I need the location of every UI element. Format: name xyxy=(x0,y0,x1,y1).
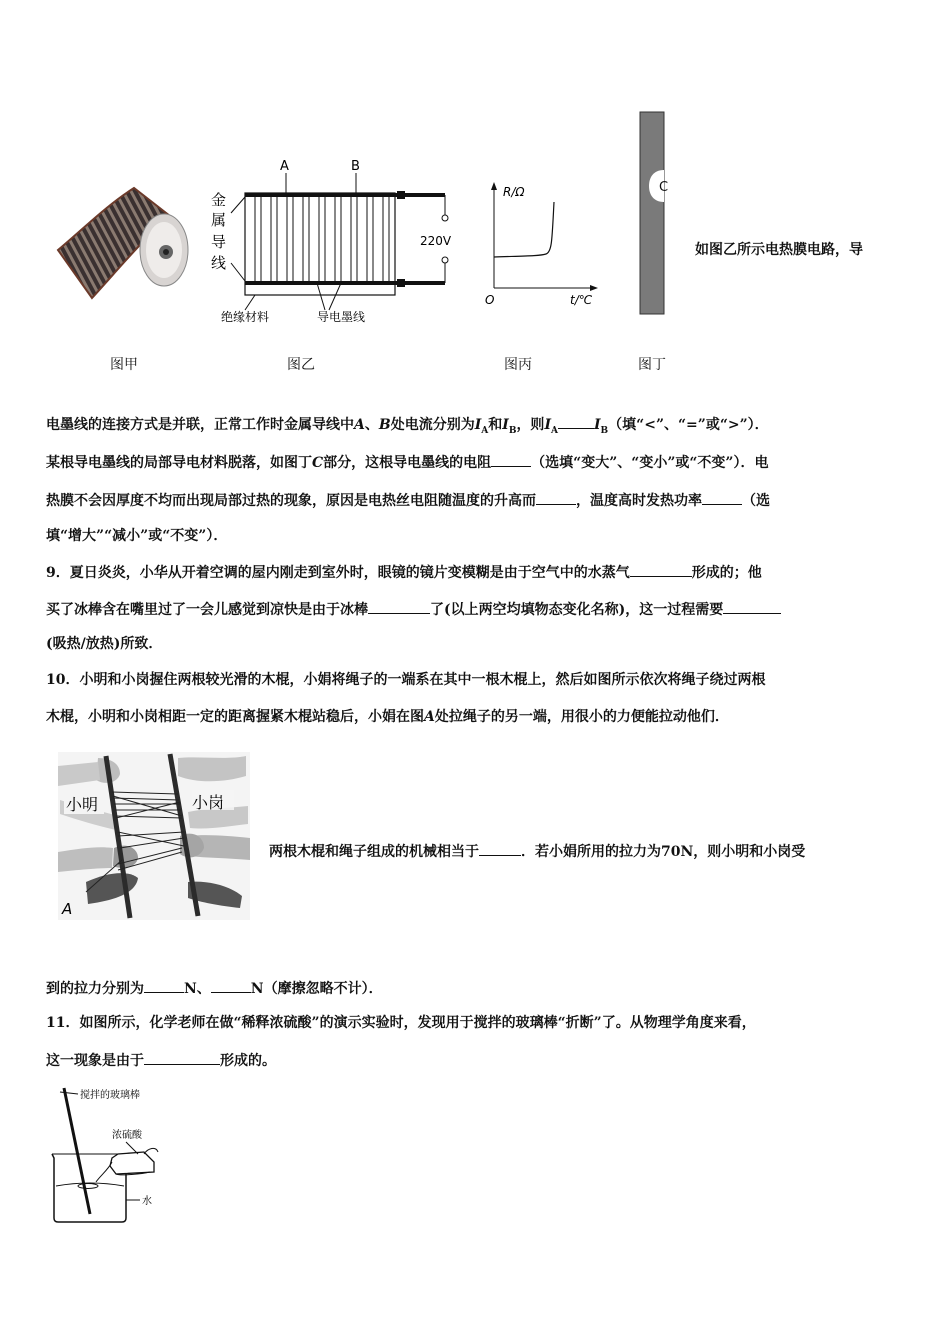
origin-label: O xyxy=(485,293,495,307)
xiaoming-label: 小明 xyxy=(66,795,99,814)
caption-bing: 图丙 xyxy=(504,357,532,373)
q8-blank-1[interactable] xyxy=(558,413,594,429)
ink-line-label: 导电墨线 xyxy=(317,310,366,324)
label-b: B xyxy=(351,159,360,174)
x-axis-label: t/℃ xyxy=(570,293,593,307)
glass-rod-label: 搅拌的玻璃棒 xyxy=(80,1090,140,1101)
q9-line-2: 买了冰棒含在嘴里过了一会儿感觉到凉快是由于冰棒 了(以上两空均填物态变化名称)，这一过程需要 xyxy=(46,598,781,620)
caption-jia: 图甲 xyxy=(110,357,138,373)
figure-bing-graph xyxy=(482,180,607,310)
q10-line-4: 到的拉力分别为 N、 N（摩擦忽略不计）． xyxy=(46,977,383,999)
q11-line-2: 这一现象是由于 形成的。 xyxy=(46,1049,276,1071)
figure-ding-strip xyxy=(635,108,675,318)
q8-line-5: 填“增大”“减小”或“不变”）． xyxy=(46,528,228,544)
q8-line-1: 如图乙所示电热膜电路，导 xyxy=(695,242,863,258)
q10-line-1: 10．小明和小岗握住两根较光滑的木棍，小娟将绳子的一端系在其中一根木棍上，然后如图所示依次将绳子绕过两根 xyxy=(46,672,766,688)
q9-blank-1[interactable] xyxy=(630,561,692,577)
metal-wire-label-3: 导 xyxy=(211,233,227,251)
q11-line-1: 11．如图所示，化学老师在做“稀释浓硫酸”的演示实验时，发现用于搅拌的玻璃棒“折断”了。从物理学角度来看， xyxy=(46,1015,756,1031)
figure-q11-beaker xyxy=(46,1082,221,1227)
point-a-label: A xyxy=(62,900,73,918)
q8-line-2: 电墨线的连接方式是并联，正常工作时金属导线中A、B处电流分别为$I_A$和$I_B$，则$I_A$ $I_B$（填“<”、“=”或“>”）． xyxy=(46,413,769,441)
metal-wire-label-1: 金 xyxy=(211,191,227,209)
q8-blank-2[interactable] xyxy=(491,451,531,467)
q9-blank-3[interactable] xyxy=(723,598,781,614)
q9-line-3: (吸热/放热)所致． xyxy=(46,636,163,652)
q9-blank-2[interactable] xyxy=(368,598,430,614)
q8-blank-4[interactable] xyxy=(702,489,742,505)
q8-blank-3[interactable] xyxy=(536,489,576,505)
insulation-label: 绝缘材料 xyxy=(221,310,270,324)
q10-line-2: 木棍，小明和小岗相距一定的距离握紧木棍站稳后，小娟在图A处拉绳子的另一端，用很小的力便能拉动他们． xyxy=(46,709,729,725)
metal-wire-label-2: 属 xyxy=(211,211,227,229)
figure-q10-sticks xyxy=(58,752,250,920)
caption-ding: 图丁 xyxy=(638,357,666,373)
q9-line-1: 9．夏日炎炎，小华从开着空调的屋内刚走到室外时，眼镜的镜片变模糊是由于空气中的水蒸气 形成的；他 xyxy=(46,561,762,583)
xiaogang-label: 小岗 xyxy=(192,793,225,812)
q10-blank-1[interactable] xyxy=(479,840,521,856)
caption-yi: 图乙 xyxy=(287,357,315,373)
q10-blank-2[interactable] xyxy=(144,977,184,993)
water-label: 水 xyxy=(142,1196,152,1207)
q10-blank-3[interactable] xyxy=(211,977,251,993)
acid-label: 浓硫酸 xyxy=(112,1130,142,1141)
q10-line-3: 两根木棍和绳子组成的机械相当于 ．若小娟所用的拉力为70N，则小明和小岗受 xyxy=(269,840,805,862)
voltage-label: 220V xyxy=(420,234,452,248)
q11-blank-1[interactable] xyxy=(144,1049,220,1065)
y-axis-label: R/Ω xyxy=(503,185,525,199)
figure-jia-heating-film xyxy=(52,180,192,305)
part-c-label: C xyxy=(659,180,669,195)
figure-yi-circuit xyxy=(205,155,475,335)
q8-line-4: 热膜不会因厚度不均而出现局部过热的现象，原因是电热丝电阻随温度的升高而 ，温度高时发热功率 （选 xyxy=(46,489,770,511)
label-a: A xyxy=(280,159,289,174)
metal-wire-label-4: 线 xyxy=(211,254,227,272)
q8-line-3: 某根导电墨线的局部导电材料脱落，如图丁C部分，这根导电墨线的电阻 （选填“变大”、“变小”或“不变”）．电 xyxy=(46,451,768,473)
